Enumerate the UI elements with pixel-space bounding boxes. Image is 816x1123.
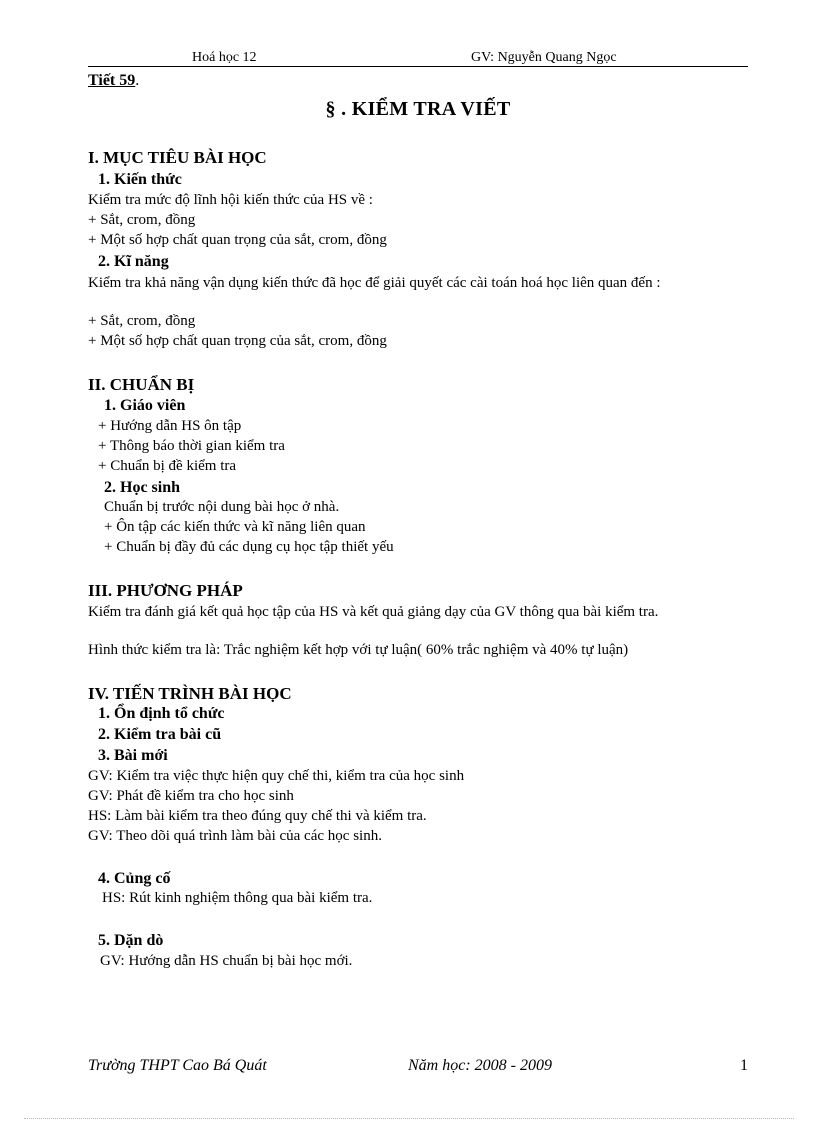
lesson-number [88,72,139,90]
body-line: + Hướng dẫn HS ôn tập [98,418,242,434]
footer-school-year: Năm học: 2008 - 2009 [408,1057,552,1074]
body-line: + Chuẩn bị đầy đủ các dụng cụ học tập thiết yếu [104,539,394,555]
page-title: § . KIỂM TRA VIẾT [325,98,511,120]
step-item: 1. Ổn định tổ chức [98,705,225,722]
subheading-teacher: 1. Giáo viên [104,397,186,414]
activity-line: GV: Phát đề kiểm tra cho học sinh [88,788,294,804]
page-header [88,48,748,67]
page-number: 1 [740,1057,748,1074]
body-line: + Sắt, crom, đồng [88,313,196,329]
activity-line: GV: Kiểm tra việc thực hiện quy chế thi, kiểm tra của học sinh [88,768,465,784]
body-line: Hình thức kiểm tra là: Trắc nghiệm kết hợp với tự luận( 60% trắc nghiệm và 40% tự luận) [88,642,629,658]
section-heading-1: I. MỤC TIÊU BÀI HỌC [88,148,267,167]
lesson-dot: . [135,72,140,89]
activity-line: GV: Theo dõi quá trình làm bài của các học sinh. [88,828,382,844]
body-line: + Thông báo thời gian kiểm tra [98,438,285,454]
section-heading-4: IV. TIẾN TRÌNH BÀI HỌC [88,684,292,703]
body-line: + Ôn tập các kiến thức và kĩ năng liên quan [104,519,366,535]
subheading-knowledge: 1. Kiến thức [98,171,182,188]
header-subject: Hoá học 12 [192,50,257,65]
step-item: 2. Kiểm tra bài cũ [98,726,222,743]
footer-school: Trường THPT Cao Bá Quát [88,1057,267,1074]
body-line: + Chuẩn bị đề kiểm tra [98,458,237,474]
body-line: + Một số hợp chất quan trọng của sắt, crom, đồng [88,333,387,349]
section-heading-3: III. PHƯƠNG PHÁP [88,581,243,600]
header-teacher: GV: Nguyễn Quang Ngọc [471,50,617,65]
body-line: + Sắt, crom, đồng [88,212,196,228]
activity-line: HS: Làm bài kiểm tra theo đúng quy chế thi và kiểm tra. [88,808,427,824]
body-paragraph: Kiểm tra khả năng vận dụng kiến thức đã học để giải quyết các cài toán hoá học liên quan đến : [88,275,661,291]
body-line: + Một số hợp chất quan trọng của sắt, crom, đồng [88,232,387,248]
body-line: HS: Rút kinh nghiệm thông qua bài kiểm tra. [102,890,373,906]
step-item: 5. Dặn dò [98,932,164,949]
section-heading-2: II. CHUẨN BỊ [88,375,195,394]
step-item: 4. Củng cố [98,870,171,887]
body-line: GV: Hướng dẫn HS chuẩn bị bài học mới. [100,953,353,969]
subheading-skills: 2. Kĩ năng [98,253,169,270]
page-bottom-divider [24,1118,794,1119]
body-line: Kiểm tra mức độ lĩnh hội kiến thức của HS về : [88,192,373,208]
body-line: Chuẩn bị trước nội dung bài học ở nhà. [104,499,340,515]
subheading-student: 2. Học sinh [104,479,181,496]
body-paragraph: Kiểm tra đánh giá kết quả học tập của HS và kết quả giảng dạy của GV thông qua bài kiểm tra. [88,604,659,620]
step-item: 3. Bài mới [98,747,168,764]
lesson-number-text: Tiết 59 [88,72,136,89]
